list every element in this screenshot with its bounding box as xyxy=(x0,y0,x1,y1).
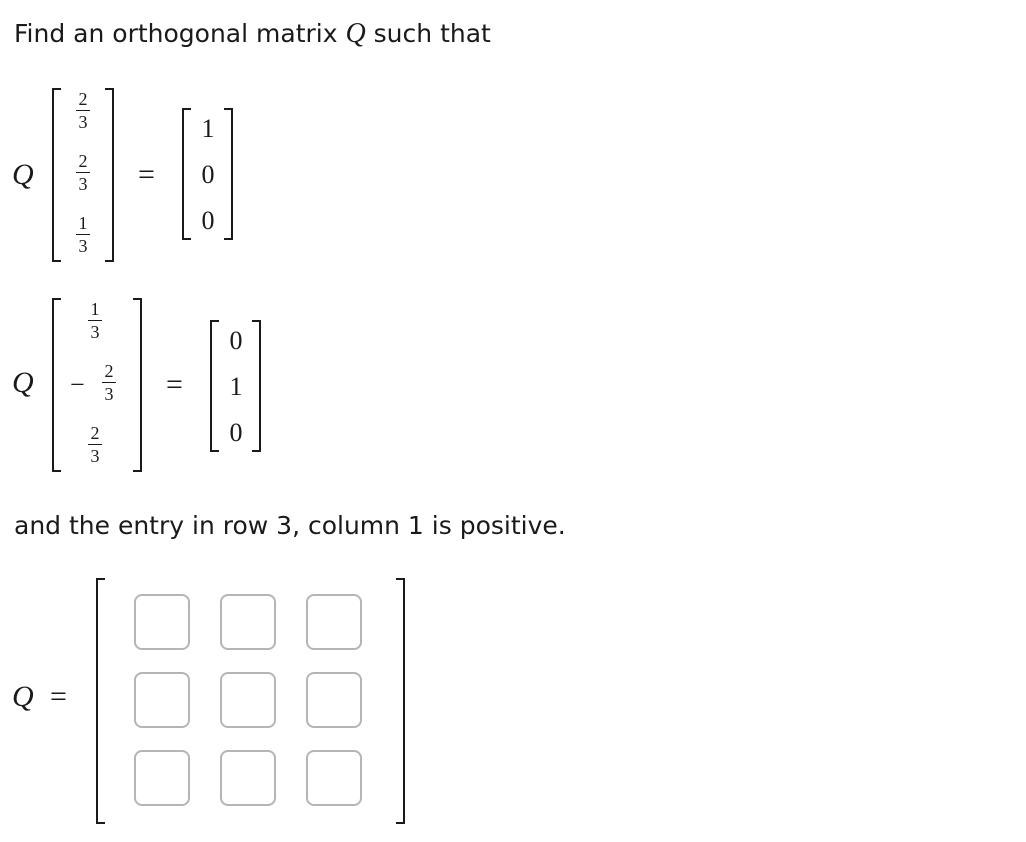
eq1-rhs-right-bracket xyxy=(224,108,233,240)
condition-text: and the entry in row 3, column 1 is positive. xyxy=(14,511,566,540)
answer-cell-r2c2[interactable] xyxy=(220,672,276,728)
answer-cell-r1c3[interactable] xyxy=(306,594,362,650)
eq2-equals: = xyxy=(166,368,183,401)
eq2-left-bracket xyxy=(52,298,61,472)
prompt-text-after: such that xyxy=(373,19,491,48)
answer-right-bracket xyxy=(396,578,405,824)
eq1-equals: = xyxy=(138,158,155,191)
eq1-rhs-1: 1 xyxy=(201,114,215,143)
eq2-lhs-variable: Q xyxy=(12,366,34,399)
answer-cell-r3c3[interactable] xyxy=(306,750,362,806)
prompt-text: Find an orthogonal matrix xyxy=(14,19,338,48)
answer-cell-r1c2[interactable] xyxy=(220,594,276,650)
answer-cell-r2c1[interactable] xyxy=(134,672,190,728)
eq1-rhs-2: 0 xyxy=(201,160,215,189)
eq1-rhs-left-bracket xyxy=(182,108,191,240)
answer-cell-r3c1[interactable] xyxy=(134,750,190,806)
eq2-rhs-1: 0 xyxy=(229,326,243,355)
eq1-entry-1: 2 3 xyxy=(76,90,90,131)
eq1-entry-2: 2 3 xyxy=(76,152,90,193)
answer-equals: = xyxy=(50,680,67,713)
eq1-right-bracket xyxy=(105,88,114,262)
eq1-rhs-3: 0 xyxy=(201,206,215,235)
answer-cell-r3c2[interactable] xyxy=(220,750,276,806)
eq2-rhs-left-bracket xyxy=(210,320,219,452)
answer-left-bracket xyxy=(96,578,105,824)
eq2-entry-2-sign: − xyxy=(70,370,85,399)
eq2-rhs-right-bracket xyxy=(252,320,261,452)
eq2-entry-2: 2 3 xyxy=(102,362,116,403)
prompt-line xyxy=(14,18,491,50)
eq1-left-bracket xyxy=(52,88,61,262)
eq2-entry-3: 2 3 xyxy=(88,424,102,465)
eq1-entry-3: 1 3 xyxy=(76,214,90,255)
eq2-right-bracket xyxy=(133,298,142,472)
answer-cell-r1c1[interactable] xyxy=(134,594,190,650)
prompt-variable: Q xyxy=(345,18,366,49)
answer-cell-r2c3[interactable] xyxy=(306,672,362,728)
eq2-entry-1: 1 3 xyxy=(88,300,102,341)
answer-lhs-variable: Q xyxy=(12,680,34,713)
eq2-rhs-2: 1 xyxy=(229,372,243,401)
eq1-lhs-variable: Q xyxy=(12,158,34,191)
eq2-rhs-3: 0 xyxy=(229,418,243,447)
